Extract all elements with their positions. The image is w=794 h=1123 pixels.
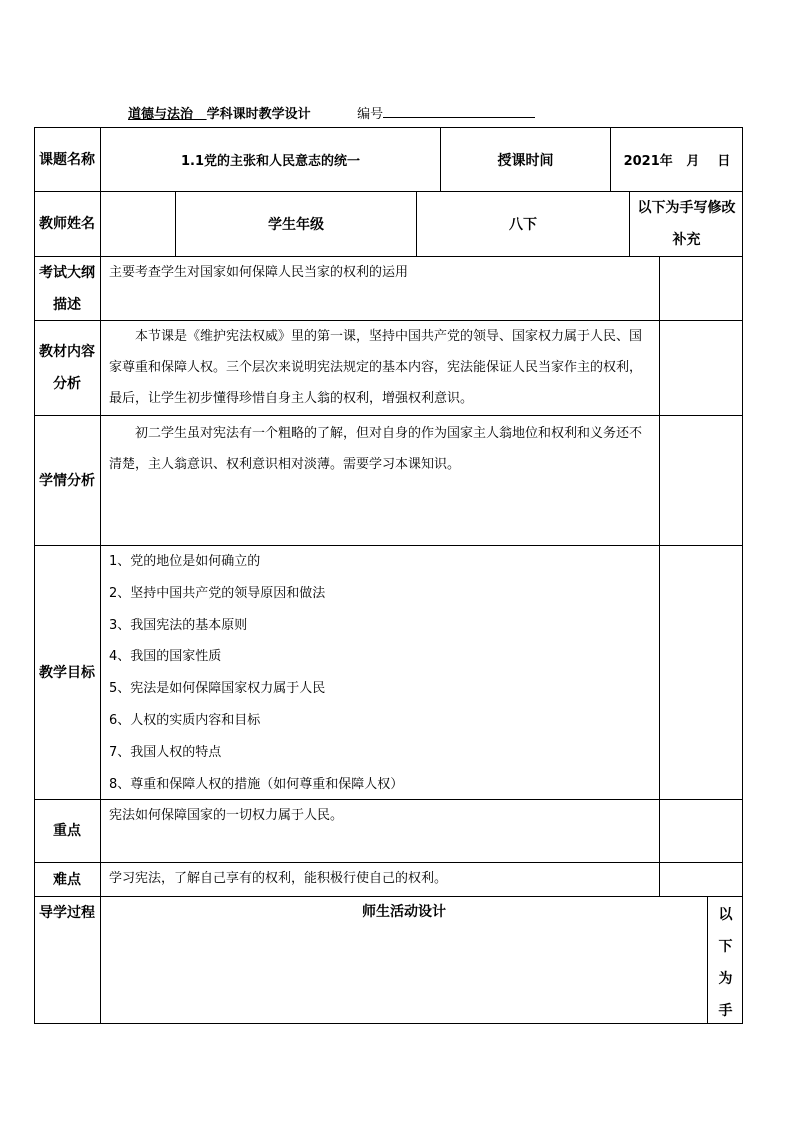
side-char: 以 <box>718 907 733 923</box>
difficulty-revision-cell[interactable] <box>660 863 743 896</box>
keypoint-revision-cell[interactable] <box>660 800 743 862</box>
handwritten-revision-label: 以下为手写修改补充 <box>637 200 736 248</box>
syllabus-label: 考试大纲描述 <box>39 264 95 313</box>
key-point-text: 宪法如何保障国家的一切权力属于人民。 <box>109 808 344 823</box>
syllabus-text: 主要考查学生对国家如何保障人民当家的权利的运用 <box>109 265 409 280</box>
number-blank-line[interactable] <box>383 105 535 118</box>
difficulty-text: 学习宪法，了解自己享有的权利，能积极行使自己的权利。 <box>109 871 448 886</box>
goal-item: 7、我国人权的特点 <box>109 744 222 760</box>
document-title: 学科课时教学设计 <box>206 107 311 122</box>
activity-design-label: 师生活动设计 <box>362 904 446 920</box>
guided-process-label: 导学过程 <box>39 905 95 921</box>
side-char: 手 <box>718 1003 733 1019</box>
activity-design-area[interactable] <box>101 927 707 1023</box>
goal-item: 6、人权的实质内容和目标 <box>109 712 261 728</box>
syllabus-revision-cell[interactable] <box>660 257 743 320</box>
subject-underline <box>193 107 207 122</box>
goal-item: 8、尊重和保障人权的措施（如何尊重和保障人权） <box>109 776 404 792</box>
goal-item: 2、坚持中国共产党的领导原因和做法 <box>109 585 326 601</box>
document-header <box>128 103 535 122</box>
material-analysis-label: 教材内容分析 <box>39 344 95 392</box>
number-label: 编号 <box>357 107 384 122</box>
key-point-label: 重点 <box>53 823 81 839</box>
topic-value: 1.1党的主张和人民意志的统一 <box>180 154 361 169</box>
student-grade-value: 八下 <box>509 217 537 233</box>
lesson-date-value: 2021年 月 日 <box>623 154 731 169</box>
teaching-goals-list <box>101 546 659 799</box>
goals-revision-cell[interactable] <box>660 546 743 799</box>
side-char: 下 <box>718 939 733 955</box>
subject-name: 道德与法治 <box>128 107 194 122</box>
teacher-name-label: 教师姓名 <box>39 216 95 232</box>
side-char: 为 <box>718 971 733 987</box>
goal-item: 3、我国宪法的基本原则 <box>109 617 248 633</box>
teaching-goals-label: 教学目标 <box>39 664 95 681</box>
difficulty-label: 难点 <box>53 871 81 888</box>
learner-revision-cell[interactable] <box>660 416 743 545</box>
learner-analysis-text: 初二学生虽对宪法有一个粗略的了解，但对自身的作为国家主人翁地位和权利和义务还不清楚，主人翁意识、权利意识相对淡薄。需要学习本课知识。 <box>109 426 643 472</box>
teacher-name-value[interactable] <box>101 192 175 256</box>
goal-item: 4、我国的国家性质 <box>109 649 222 665</box>
student-grade-label: 学生年级 <box>268 217 324 233</box>
material-analysis-text: 本节课是《维护宪法权威》里的第一课，坚持中国共产党的领导、国家权力属于人民、国家尊重和保障人权。三个层次来说明宪法规定的基本内容，宪法能保证人民当家作主的权利，最后，让学生初步懂得珍惜自身主人翁的权利，增强权利意识。 <box>109 329 643 406</box>
topic-label: 课题名称 <box>39 151 95 168</box>
lesson-time-label: 授课时间 <box>497 152 554 169</box>
material-revision-cell[interactable] <box>660 321 743 415</box>
handwritten-note-column <box>708 897 743 1023</box>
goal-item: 5、宪法是如何保障国家权力属于人民 <box>109 681 326 697</box>
learner-analysis-label: 学情分析 <box>39 472 95 489</box>
goal-item: 1、党的地位是如何确立的 <box>109 554 261 569</box>
